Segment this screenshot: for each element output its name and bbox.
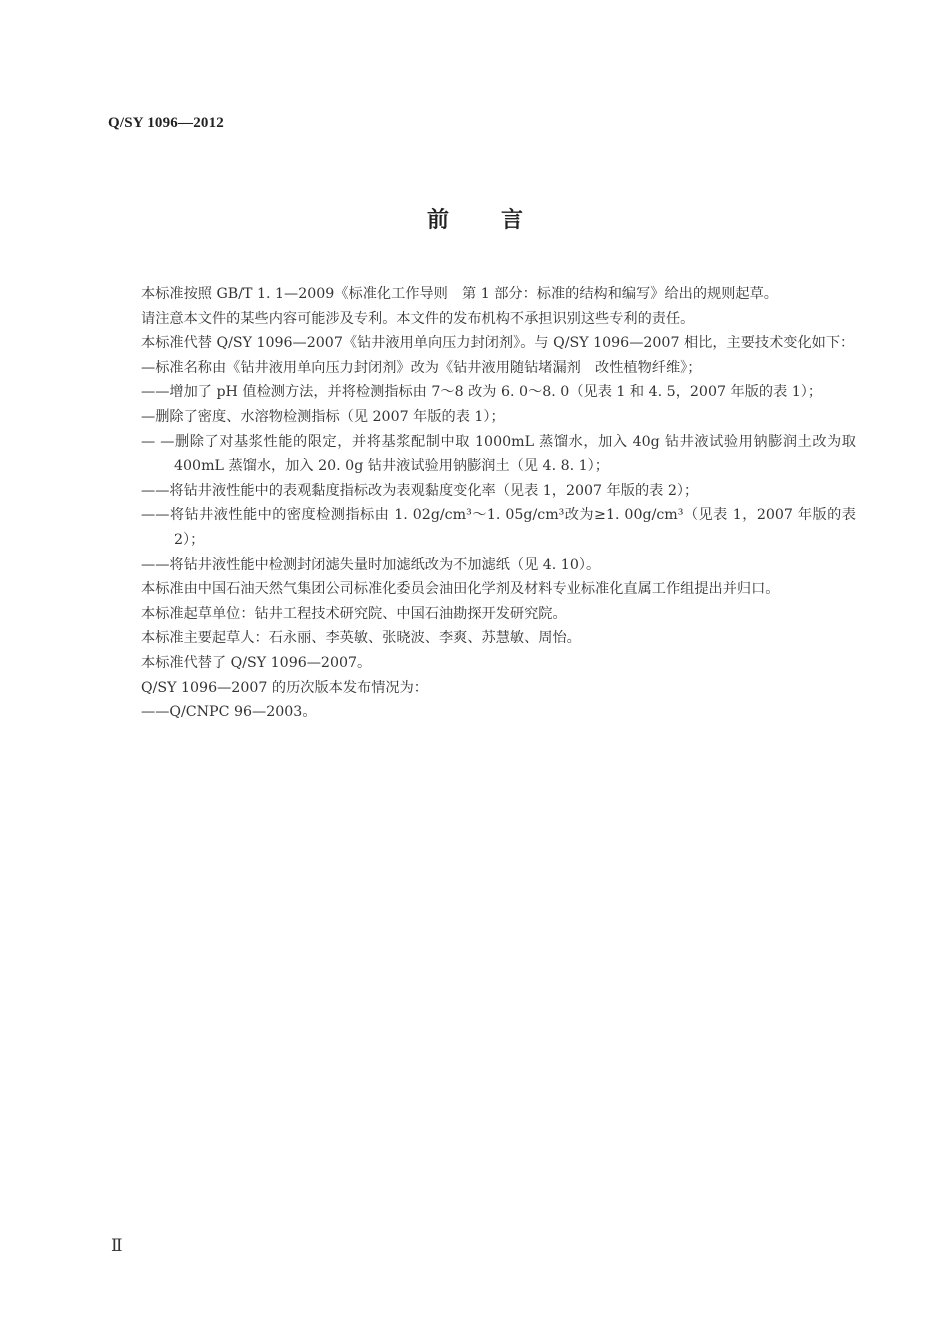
paragraph-replacement: 本标准代替 Q/SY 1096—2007《钻井液用单向压力封闭剂》。与 Q/SY 1096—2007 相比，主要技术变化如下： — [141, 335, 855, 352]
page-number: Ⅱ — [111, 1236, 123, 1255]
paragraph-history-intro: Q/SY 1096—2007 的历次版本发布情况为： — [141, 679, 428, 696]
paragraph-drafters: 本标准主要起草人：石永丽、李英敏、张晓波、李爽、苏慧敏、周怡。 — [141, 630, 581, 647]
list-item: ——增加了 pH 值检测方法，并将检测指标由 7～8 改为 6. 0～8. 0（见表 1 和 4. 5，2007 年版的表 1）； — [141, 384, 823, 401]
page-title: 前言 — [426, 208, 575, 233]
list-item: ——将钻井液性能中的密度检测指标由 1. 02g/cm³～1. 05g/cm³改为≥1. 00g/cm³（见表 1，2007 年版的表 2）； — [141, 507, 856, 548]
paragraph-replaces: 本标准代替了 Q/SY 1096—2007。 — [141, 654, 372, 671]
paragraph-drafting-rules: 本标准按照 GB/T 1. 1—2009《标准化工作导则 第 1 部分：标准的结构和编写》给出的规则起草。 — [141, 286, 778, 302]
list-item: ——将钻井液性能中检测封闭滤失量时加滤纸改为不加滤纸（见 4. 10）。 — [141, 556, 601, 573]
paragraph-history-item: ——Q/CNPC 96—2003。 — [141, 704, 317, 721]
list-item: — —删除了对基浆性能的限定，并将基浆配制中取 1000mL 蒸馏水，加入 40g 钻井液试验用钠膨润土改为取 400mL 蒸馏水，加入 20. 0g 钻井液试验用钠膨润土（见 4. 8. 1）； — [141, 433, 856, 475]
foreword-body — [108, 282, 856, 725]
changes-list — [108, 356, 856, 577]
paragraph-proposer: 本标准由中国石油天然气集团公司标准化委员会油田化学剂及材料专业标准化直属工作组提出并归口。 — [141, 581, 780, 598]
paragraph-patent-notice: 请注意本文件的某些内容可能涉及专利。本文件的发布机构不承担识别这些专利的责任。 — [141, 310, 695, 327]
standard-code: Q/SY 1096—2012 — [108, 115, 225, 131]
list-item: ——将钻井液性能中的表观黏度指标改为表观黏度变化率（见表 1，2007 年版的表 2）； — [141, 482, 699, 499]
paragraph-drafting-units: 本标准起草单位：钻井工程技术研究院、中国石油勘探开发研究院。 — [141, 605, 567, 622]
list-item: —标准名称由《钻井液用单向压力封闭剂》改为《钻井液用随钻堵漏剂 改性植物纤维》； — [141, 359, 702, 376]
list-item: —删除了密度、水溶物检测指标（见 2007 年版的表 1）； — [141, 408, 505, 425]
